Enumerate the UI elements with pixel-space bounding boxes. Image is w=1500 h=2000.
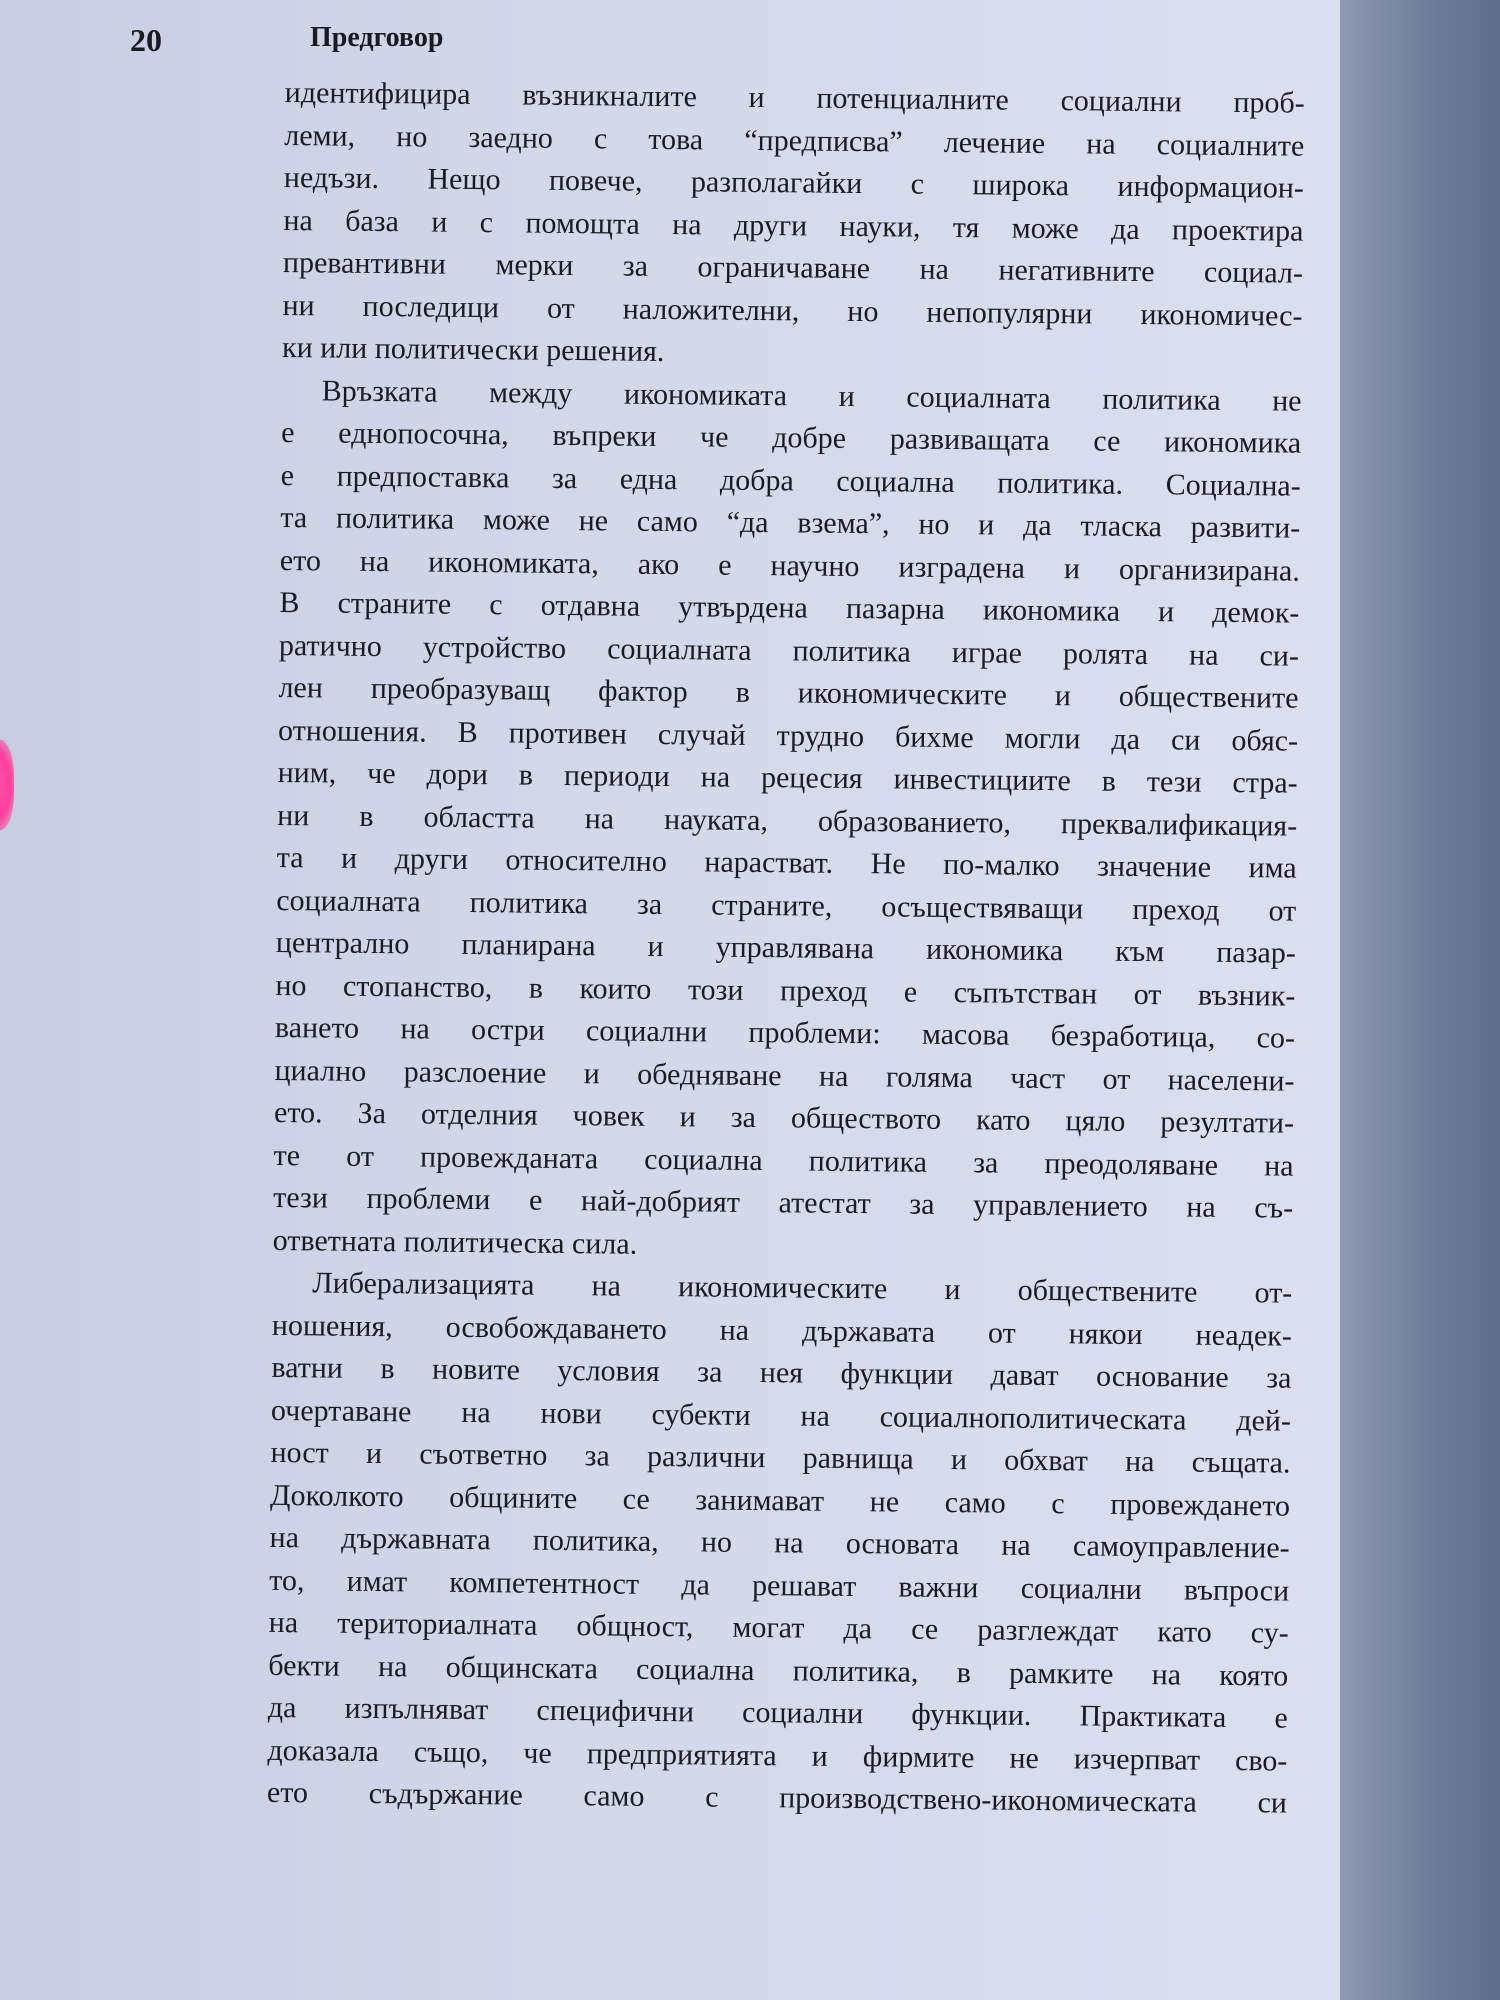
text-line: ратично устройство социалната политика играе ролята на си-: [278, 628, 1300, 673]
text-line: циално разслоение и обедняване на голяма част от населени-: [274, 1053, 1295, 1098]
text-line: ни последици от наложителни, но непопулярни икономичес-: [282, 288, 1303, 333]
text-line: ношения, освобождаването на държавата от някои неадек-: [271, 1308, 1292, 1353]
text-line: та и други относително нарастват. Не по-малко значение има: [276, 840, 1297, 885]
text-line: ност и съответно за различни равнища и обхват на същата.: [270, 1435, 1291, 1480]
text-line: социалната политика за страните, осъществяващи преход от: [276, 883, 1297, 928]
text-line: идентифицира възникналите и потенциалните социални проб-: [284, 75, 1305, 120]
text-line: ним, че дори в периоди на рецесия инвестициите в тези стра-: [277, 755, 1298, 800]
text-line: ването на остри социални проблеми: масова безработица, со-: [274, 1010, 1296, 1055]
text-line: ето на икономиката, ако е научно изградена и организирана.: [279, 543, 1301, 588]
text-line: ето. За отделния човек и за обществото като цяло резултати-: [273, 1095, 1295, 1140]
text-line: превантивни мерки за ограничаване на негативните социал-: [282, 245, 1304, 290]
text-line: бекти на общинската социална политика, в рамките на която: [268, 1648, 1289, 1693]
text-line: тези проблеми е най-добрият атестат за управлението на съ-: [273, 1180, 1294, 1225]
text-line: ето съдържание само с производствено-икономическата си: [266, 1775, 1288, 1820]
text-line: Връзката между икономиката и социалната политика не: [321, 373, 1302, 418]
text-line: отношения. В противен случай трудно бихме могли да си обяс-: [277, 713, 1299, 758]
text-line: ни в областта на науката, образованието, преквалификация-: [277, 798, 1298, 843]
text-line: очертаване на нови субекти на социалнополитическата дей-: [270, 1393, 1292, 1438]
text-line: но стопанство, в които този преход е съпътстван от възник-: [275, 968, 1296, 1013]
text-line: централно планирана и управлявана икономика към пазар-: [275, 925, 1297, 970]
text-line: недъзи. Нещо повече, разполагайки с широка информацион-: [283, 160, 1305, 205]
pink-marker-tab: [0, 740, 14, 830]
page-number: 20: [130, 22, 162, 58]
text-line: ки или политически решения.: [281, 330, 665, 368]
text-line: на държавната политика, но на основата на самоуправление-: [269, 1520, 1290, 1565]
text-line: Либерализацията на икономическите и обществените от-: [312, 1266, 1293, 1310]
text-line: леми, но заедно с това “предписва” лечение на социалните: [284, 118, 1305, 163]
text-line: те от провежданата социална политика за преодоляване на: [273, 1138, 1294, 1183]
text-line: ответната политическа сила.: [272, 1223, 638, 1261]
body-text: [267, 72, 1305, 1825]
text-line: доказала също, че предприятията и фирмите не изчерпват сво-: [267, 1733, 1288, 1778]
text-line: да изпълняват специфични социални функции. Практиката е: [267, 1690, 1288, 1735]
text-line: е предпоставка за една добра социална политика. Социална-: [280, 458, 1301, 503]
text-line: на база и с помощта на други науки, тя може да проектира: [283, 203, 1304, 248]
running-head: Предговор: [310, 22, 444, 53]
text-line: та политика може не само “да взема”, но и да тласка развити-: [280, 500, 1301, 545]
page-edge-shadow: [1340, 0, 1500, 2000]
text-line: то, имат компетентност да решават важни социални въпроси: [269, 1563, 1290, 1608]
text-line: лен преобразуващ фактор в икономическите и обществените: [278, 670, 1299, 715]
text-line: ватни в новите условия за нея функции дават основание за: [271, 1350, 1292, 1395]
text-line: В страните с отдавна утвърдена пазарна икономика и демок-: [279, 585, 1300, 630]
text-line: на териториалната общност, могат да се разглеждат като су-: [268, 1605, 1289, 1650]
text-line: е еднопосочна, въпреки че добре развиващата се икономика: [281, 415, 1302, 460]
text-line: Доколкото общините се занимават не само с провеждането: [269, 1478, 1291, 1523]
